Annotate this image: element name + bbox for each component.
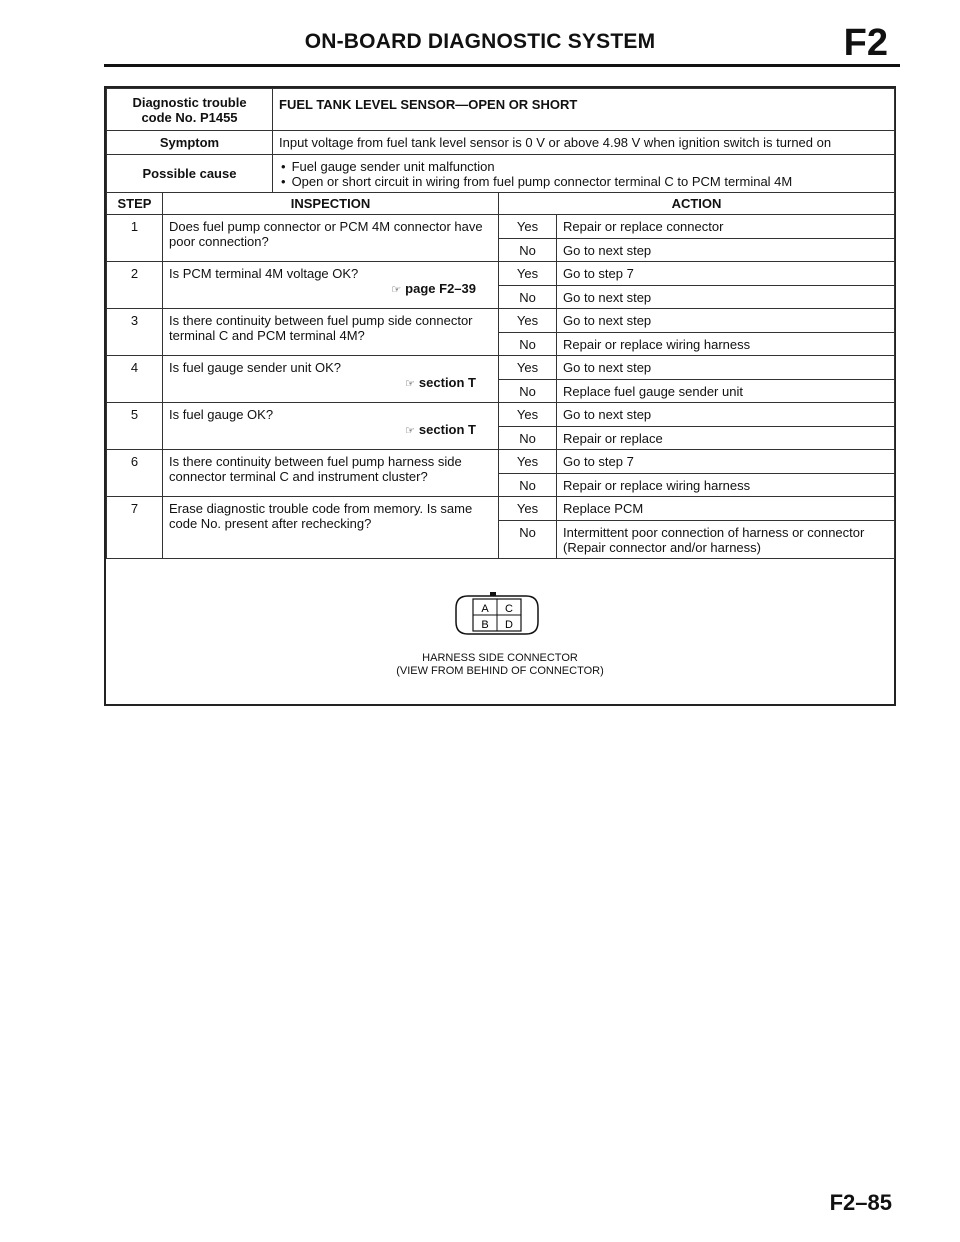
step-row xyxy=(107,497,895,521)
dtc-title: FUEL TANK LEVEL SENSOR—OPEN OR SHORT xyxy=(273,89,895,131)
inspection-text: Is there continuity between fuel pump harness side connector terminal C and instrument cluster? xyxy=(169,454,462,484)
pointing-hand-icon: ☞ xyxy=(391,284,402,296)
step-row xyxy=(107,356,895,380)
no-action: Repair or replace xyxy=(557,427,895,450)
yes-action: Go to next step xyxy=(557,356,895,380)
dtc-label-line2: code No. P1455 xyxy=(141,109,238,125)
col-step: STEP xyxy=(107,193,163,215)
terminal-a: A xyxy=(481,603,489,615)
no-action: Go to next step xyxy=(557,239,895,262)
step-number: 7 xyxy=(107,497,163,559)
column-header-row xyxy=(107,193,895,215)
answer-no: No xyxy=(499,427,557,450)
step-row xyxy=(107,262,895,286)
answer-yes: Yes xyxy=(499,403,557,427)
yes-action: Replace PCM xyxy=(557,497,895,521)
step-inspection xyxy=(163,309,499,356)
inspection-text: Is fuel gauge OK? xyxy=(169,407,274,422)
inspection-text: Is fuel gauge sender unit OK? xyxy=(169,360,342,375)
answer-yes: Yes xyxy=(499,450,557,474)
cause-item: • Fuel gauge sender unit malfunction xyxy=(293,159,888,174)
yes-action: Go to step 7 xyxy=(557,262,895,286)
pointing-hand-icon: ☞ xyxy=(405,378,415,390)
step-row xyxy=(107,403,895,427)
connector-caption-line2: (VIEW FROM BEHIND OF CONNECTOR) xyxy=(396,665,604,677)
connector-area xyxy=(106,566,894,702)
answer-yes: Yes xyxy=(499,215,557,239)
inspection-text: Does fuel pump connector or PCM 4M connector have poor connection? xyxy=(169,219,483,249)
cause-item: • Open or short circuit in wiring from fuel pump connector terminal C to PCM terminal 4M xyxy=(293,174,888,189)
reference-link[interactable] xyxy=(169,422,492,439)
answer-no: No xyxy=(499,239,557,262)
step-row xyxy=(107,450,895,474)
section-code: F2 xyxy=(843,22,888,64)
dtc-row xyxy=(107,89,895,131)
col-inspection: INSPECTION xyxy=(163,193,499,215)
connector-caption xyxy=(106,652,894,678)
yes-action: Repair or replace connector xyxy=(557,215,895,239)
step-number: 2 xyxy=(107,262,163,309)
no-action: Replace fuel gauge sender unit xyxy=(557,380,895,403)
step-inspection xyxy=(163,497,499,559)
step-inspection xyxy=(163,356,499,403)
possible-cause-list xyxy=(273,155,895,193)
step-row xyxy=(107,215,895,239)
diagnostic-frame xyxy=(104,86,896,706)
step-number: 5 xyxy=(107,403,163,450)
reference-text: page F2–39 xyxy=(405,281,476,296)
symptom-text: Input voltage from fuel tank level sensor is 0 V or above 4.98 V when ignition switch is turned on xyxy=(273,131,895,155)
answer-yes: Yes xyxy=(499,262,557,286)
possible-cause-row xyxy=(107,155,895,193)
symptom-row xyxy=(107,131,895,155)
step-inspection xyxy=(163,403,499,450)
terminal-b: B xyxy=(481,619,489,631)
connector-caption-line1: HARNESS SIDE CONNECTOR xyxy=(422,652,578,664)
page-number: F2–85 xyxy=(829,1190,892,1215)
dtc-label xyxy=(107,89,273,131)
inspection-text: Erase diagnostic trouble code from memory. Is same code No. present after rechecking? xyxy=(169,501,473,531)
no-action: Go to next step xyxy=(557,286,895,309)
step-number: 4 xyxy=(107,356,163,403)
step-inspection xyxy=(163,450,499,497)
diagnostic-table xyxy=(106,88,895,559)
answer-no: No xyxy=(499,380,557,403)
step-row xyxy=(107,309,895,333)
no-action: Intermittent poor connection of harness or connector (Repair connector and/or harness) xyxy=(557,521,895,559)
terminal-d: D xyxy=(505,619,513,631)
pointing-hand-icon: ☞ xyxy=(405,425,415,437)
yes-action: Go to next step xyxy=(557,309,895,333)
page-title: ON-BOARD DIAGNOSTIC SYSTEM xyxy=(304,30,656,53)
step-inspection xyxy=(163,215,499,262)
answer-yes: Yes xyxy=(499,309,557,333)
dtc-label-line1: Diagnostic trouble xyxy=(132,94,247,110)
step-inspection xyxy=(163,262,499,309)
step-number: 6 xyxy=(107,450,163,497)
answer-no: No xyxy=(499,286,557,309)
answer-no: No xyxy=(499,333,557,356)
step-number: 3 xyxy=(107,309,163,356)
yes-action: Go to step 7 xyxy=(557,450,895,474)
reference-link[interactable] xyxy=(169,281,492,298)
answer-yes: Yes xyxy=(499,356,557,380)
possible-cause-label: Possible cause xyxy=(107,155,273,193)
step-number: 1 xyxy=(107,215,163,262)
header-rule xyxy=(104,64,900,67)
reference-text: section T xyxy=(418,375,476,390)
answer-yes: Yes xyxy=(499,497,557,521)
steps-body xyxy=(107,215,895,559)
yes-action: Go to next step xyxy=(557,403,895,427)
no-action: Repair or replace wiring harness xyxy=(557,333,895,356)
connector-diagram-icon xyxy=(454,592,540,638)
answer-no: No xyxy=(499,474,557,497)
inspection-text: Is there continuity between fuel pump side connector terminal C and PCM terminal 4M? xyxy=(169,313,473,343)
reference-link[interactable] xyxy=(169,375,492,392)
symptom-label: Symptom xyxy=(107,131,273,155)
reference-text: section T xyxy=(418,422,476,437)
terminal-c: C xyxy=(505,603,513,615)
inspection-text: Is PCM terminal 4M voltage OK? xyxy=(169,266,359,281)
no-action: Repair or replace wiring harness xyxy=(557,474,895,497)
answer-no: No xyxy=(499,521,557,559)
col-action: ACTION xyxy=(499,193,895,215)
